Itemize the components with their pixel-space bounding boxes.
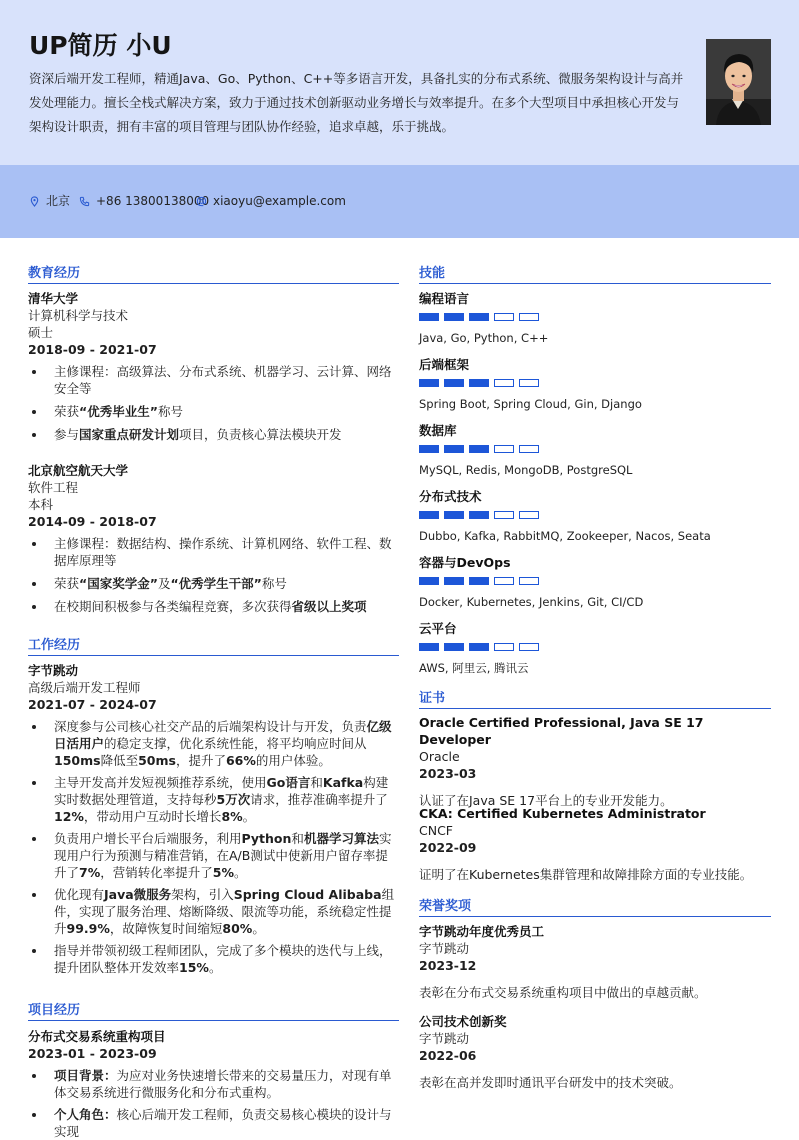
candidate-name: UP简历 小U xyxy=(29,31,172,60)
skill-name: 分布式技术 xyxy=(419,489,482,504)
skill-level-filled xyxy=(469,313,489,321)
project-bullets xyxy=(28,1067,399,1140)
skill-level-filled xyxy=(469,643,489,651)
skill-level-filled xyxy=(444,643,464,651)
list-item: 优化现有Java微服务架构，引入Spring Cloud Alibaba组件，实现了服务治理、熔断降级、限流等功能，系统稳定性提升99.9%，故障恢复时间缩短80%。 xyxy=(28,886,399,937)
skill-level-meter xyxy=(419,577,771,586)
skill-level-filled xyxy=(444,313,464,321)
work-entry xyxy=(28,662,399,976)
cert-date: 2022-09 xyxy=(419,840,477,855)
skill-level-filled xyxy=(419,313,439,321)
contact-email[interactable] xyxy=(196,193,346,210)
honor-desc: 表彰在高并发即时通讯平台研发中的技术突破。 xyxy=(419,1075,682,1090)
contact-location xyxy=(29,193,70,210)
edu-dates: 2014-09 - 2018-07 xyxy=(28,514,157,529)
cert-desc: 证明了在Kubernetes集群管理和故障排除方面的专业技能。 xyxy=(419,867,753,882)
skill-level-empty xyxy=(494,313,514,321)
list-item: 荣获“优秀毕业生”称号 xyxy=(28,403,399,420)
skill-level-empty xyxy=(519,313,539,321)
email-text[interactable]: xiaoyu@example.com xyxy=(213,194,346,208)
degree: 硕士 xyxy=(28,325,54,340)
project-dates: 2023-01 - 2023-09 xyxy=(28,1046,157,1061)
skill-level-meter xyxy=(419,511,771,520)
skill-name: 容器与DevOps xyxy=(419,555,511,570)
skill-name: 数据库 xyxy=(419,423,457,438)
honors-section-title: 荣誉奖项 xyxy=(419,898,771,917)
work-dates: 2021-07 - 2024-07 xyxy=(28,697,157,712)
skill-items: AWS, 阿里云, 腾讯云 xyxy=(419,661,529,675)
honor-entry xyxy=(419,1013,771,1091)
major: 计算机科学与技术 xyxy=(28,308,129,323)
job-role: 高级后端开发工程师 xyxy=(28,680,141,695)
skill-name: 编程语言 xyxy=(419,291,470,306)
education-entry xyxy=(28,290,399,443)
skill-level-empty xyxy=(494,577,514,585)
phone-icon xyxy=(79,196,90,207)
list-item: 主修课程：高级算法、分布式系统、机器学习、云计算、网络安全等 xyxy=(28,363,399,397)
phone-text: +86 13800138000 xyxy=(96,194,210,208)
skill-level-filled xyxy=(419,445,439,453)
skill-level-filled xyxy=(444,577,464,585)
skill-group xyxy=(419,620,771,686)
honor-entry xyxy=(419,923,771,1001)
cert-issuer: Oracle xyxy=(419,749,460,764)
work-bullets xyxy=(28,718,399,976)
skill-items: Dubbo, Kafka, RabbitMQ, Zookeeper, Nacos, Seata xyxy=(419,529,711,543)
honor-issuer: 字节跳动 xyxy=(419,941,470,956)
skill-level-empty xyxy=(494,643,514,651)
edu-dates: 2018-09 - 2021-07 xyxy=(28,342,157,357)
project-entry xyxy=(28,1028,399,1140)
skill-name: 云平台 xyxy=(419,621,457,636)
skill-level-meter xyxy=(419,643,771,652)
profile-photo xyxy=(706,39,771,125)
list-item: 荣获“国家奖学金”及“优秀学生干部”称号 xyxy=(28,575,399,592)
edu-bullets xyxy=(28,535,399,615)
skill-level-empty xyxy=(519,577,539,585)
skill-level-filled xyxy=(419,379,439,387)
list-item: 项目背景：为应对业务快速增长带来的交易量压力，对现有单体交易系统进行微服务化和分布式重构。 xyxy=(28,1067,399,1101)
skill-group xyxy=(419,488,771,554)
skill-group xyxy=(419,422,771,488)
school-name: 北京航空航天大学 xyxy=(28,463,129,478)
cert-name: Oracle Certified Professional, Java SE 17 Developer xyxy=(419,715,704,747)
cert-date: 2023-03 xyxy=(419,766,477,781)
skill-level-empty xyxy=(494,379,514,387)
skill-level-filled xyxy=(469,445,489,453)
skills-list xyxy=(419,290,771,686)
skill-level-filled xyxy=(444,445,464,453)
cert-issuer: CNCF xyxy=(419,823,453,838)
skill-level-filled xyxy=(469,379,489,387)
skills-section-title: 技能 xyxy=(419,265,771,284)
skill-level-empty xyxy=(519,643,539,651)
skill-level-empty xyxy=(519,511,539,519)
skill-items: Java, Go, Python, C++ xyxy=(419,331,549,345)
major: 软件工程 xyxy=(28,480,79,495)
edu-bullets xyxy=(28,363,399,443)
cert-desc: 认证了在Java SE 17平台上的专业开发能力。 xyxy=(419,793,673,808)
company-name: 字节跳动 xyxy=(28,663,79,678)
skill-group xyxy=(419,554,771,620)
skill-level-meter xyxy=(419,379,771,388)
honor-desc: 表彰在分布式交易系统重构项目中做出的卓越贡献。 xyxy=(419,985,707,1000)
skill-items: Spring Boot, Spring Cloud, Gin, Django xyxy=(419,397,642,411)
honor-issuer: 字节跳动 xyxy=(419,1031,470,1046)
skill-level-filled xyxy=(444,379,464,387)
list-item: 主导开发高并发短视频推荐系统，使用Go语言和Kafka构建实时数据处理管道，支持每秒5万次请求，推荐准确率提升了12%，带动用户互动时长增长8%。 xyxy=(28,774,399,825)
degree: 本科 xyxy=(28,497,54,512)
contact-phone xyxy=(79,193,209,210)
education-section-title: 教育经历 xyxy=(28,265,399,284)
list-item: 指导并带领初级工程师团队，完成了多个模块的迭代与上线，提升团队整体开发效率15%。 xyxy=(28,942,399,976)
skill-level-filled xyxy=(419,577,439,585)
location-text: 北京 xyxy=(46,194,71,208)
skill-level-filled xyxy=(469,511,489,519)
honor-date: 2022-06 xyxy=(419,1048,477,1063)
school-name: 清华大学 xyxy=(28,291,79,306)
project-name: 分布式交易系统重构项目 xyxy=(28,1029,166,1044)
skill-name: 后端框架 xyxy=(419,357,470,372)
skill-group xyxy=(419,356,771,422)
project-section-title: 项目经历 xyxy=(28,1002,399,1021)
list-item: 参与国家重点研发计划项目，负责核心算法模块开发 xyxy=(28,426,399,443)
honor-name: 字节跳动年度优秀员工 xyxy=(419,924,545,939)
cert-name: CKA: Certified Kubernetes Administrator xyxy=(419,806,706,821)
honor-name: 公司技术创新奖 xyxy=(419,1014,507,1029)
education-entry xyxy=(28,462,399,615)
skill-level-empty xyxy=(494,445,514,453)
list-item: 主修课程：数据结构、操作系统、计算机网络、软件工程、数据库原理等 xyxy=(28,535,399,569)
list-item: 深度参与公司核心社交产品的后端架构设计与开发，负责亿级日活用户的稳定支撑，优化系统性能，将平均响应时间从150ms降低至50ms，提升了66%的用户体验。 xyxy=(28,718,399,769)
honor-date: 2023-12 xyxy=(419,958,477,973)
list-item: 个人角色：核心后端开发工程师，负责交易核心模块的设计与实现 xyxy=(28,1106,399,1140)
skill-level-meter xyxy=(419,445,771,454)
at-sign-icon xyxy=(196,196,207,207)
skill-items: Docker, Kubernetes, Jenkins, Git, CI/CD xyxy=(419,595,644,609)
skill-level-filled xyxy=(444,511,464,519)
list-item: 负责用户增长平台后端服务，利用Python和机器学习算法实现用户行为预测与精准营销，在A/B测试中使新用户留存率提升了7%，营销转化率提升了5%。 xyxy=(28,830,399,881)
skill-level-empty xyxy=(519,445,539,453)
cert-entry xyxy=(419,805,771,883)
skill-items: MySQL, Redis, MongoDB, PostgreSQL xyxy=(419,463,633,477)
skill-level-filled xyxy=(419,643,439,651)
certs-section-title: 证书 xyxy=(419,690,771,709)
skill-level-filled xyxy=(419,511,439,519)
location-pin-icon xyxy=(29,196,40,207)
skill-group xyxy=(419,290,771,356)
work-section-title: 工作经历 xyxy=(28,637,399,656)
skill-level-filled xyxy=(469,577,489,585)
profile-summary: 资深后端开发工程师，精通Java、Go、Python、C++等多语言开发，具备扎实的分布式系统、微服务架构设计与高并发处理能力。擅长全栈式解决方案，致力于通过技术创新驱动业务增长与效率提升。在多个大型项目中承担核心开发与架构设计职责，拥有丰富的项目管理与团队协作经验，追求卓越，乐于挑战。 xyxy=(29,71,684,134)
skill-level-empty xyxy=(519,379,539,387)
skill-level-empty xyxy=(494,511,514,519)
cert-entry xyxy=(419,714,771,809)
list-item: 在校期间积极参与各类编程竞赛，多次获得省级以上奖项 xyxy=(28,598,399,615)
skill-level-meter xyxy=(419,313,771,322)
